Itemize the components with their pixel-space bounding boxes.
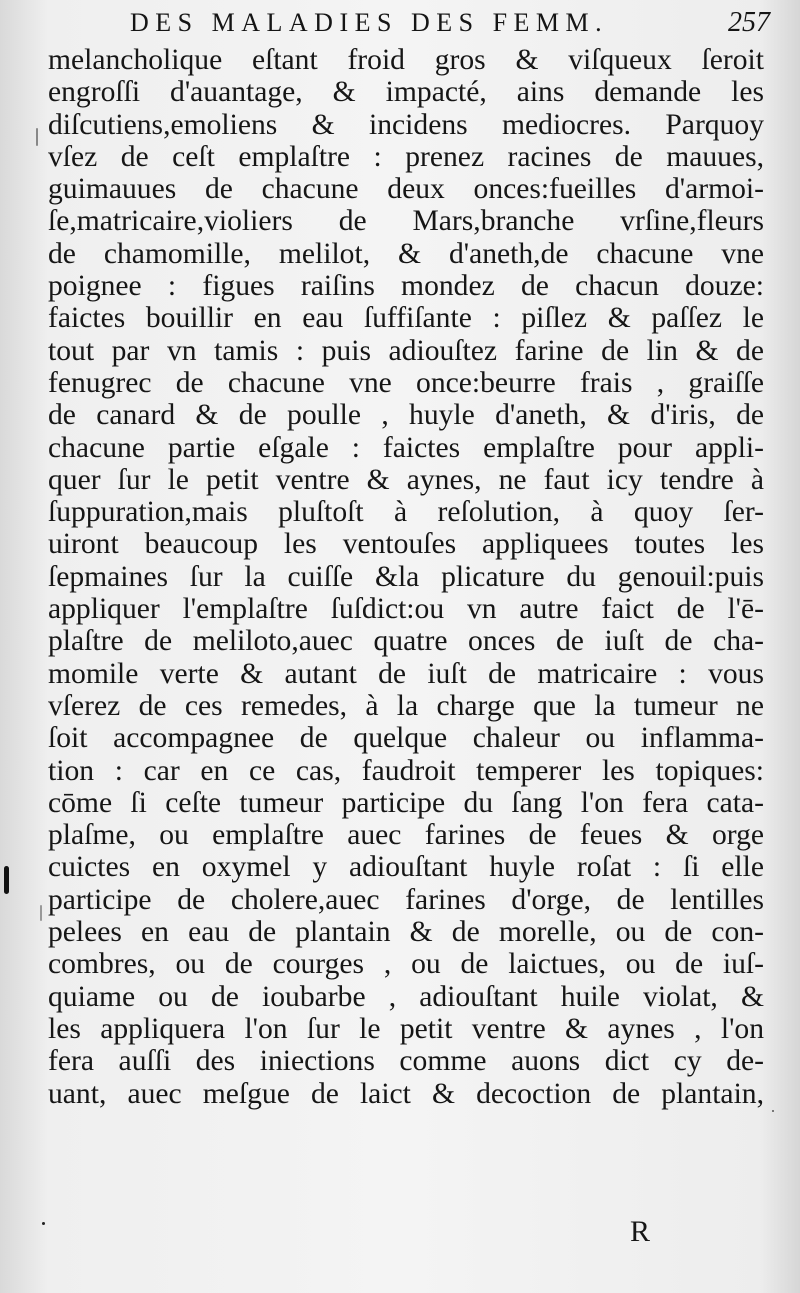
text-line: de chamomille, melilot, & d'aneth,de chacune vne <box>48 237 764 270</box>
ink-speck <box>42 1222 45 1225</box>
text-line: momile verte & autant de iuſt de matricaire : vous <box>48 657 764 690</box>
text-line: tout par vn tamis : puis adiouſtez farine de lin & de <box>48 334 764 367</box>
text-line: ſe,matricaire,violiers de Mars,branche vrſine,fleurs <box>48 205 764 238</box>
running-head: DES MALADIES DES FEMM. <box>130 8 609 37</box>
text-line: faictes bouillir en eau ſuffiſante : piſlez & paſſez le <box>48 302 764 335</box>
text-line: uiront beaucoup les ventouſes appliquees toutes les <box>48 528 764 561</box>
text-line: fera auſſi des iniections comme auons dict cy de- <box>48 1045 764 1078</box>
text-line: combres, ou de courges , ou de laictues, ou de iuſ- <box>48 948 764 981</box>
page-header <box>130 6 770 40</box>
text-line: quiame ou de ioubarbe , adiouſtant huile violat, & <box>48 980 764 1013</box>
body-text <box>48 44 764 1110</box>
text-line: guimauues de chacune deux onces:fueilles d'armoi- <box>48 173 764 206</box>
page-number: 257 <box>728 7 770 38</box>
text-line: melancholique eſtant froid gros & viſqueux ſeroit <box>48 44 764 76</box>
text-line: cōme ſi ceſte tumeur participe du ſang l'on fera cata- <box>48 786 764 819</box>
text-line: fenugrec de chacune vne once:beurre frais , graiſſe <box>48 366 764 399</box>
text-line: uant, auec meſgue de laict & decoction de plantain, <box>48 1077 764 1110</box>
text-line: participe de cholere,auec farines d'orge, de lentilles <box>48 883 764 916</box>
text-line: vſez de ceſt emplaſtre : prenez racines de mauues, <box>48 140 764 173</box>
text-line: quer ſur le petit ventre & aynes, ne faut icy tendre à <box>48 463 764 496</box>
binding-mark <box>4 866 9 894</box>
text-line: les appliquera l'on ſur le petit ventre & aynes , l'on <box>48 1012 764 1045</box>
text-line: de canard & de poulle , huyle d'aneth, & d'iris, de <box>48 399 764 432</box>
text-line: engroſſi d'auantage, & impacté, ains demande les <box>48 76 764 109</box>
text-line: appliquer l'emplaſtre ſuſdict:ou vn autre faict de l'ē- <box>48 593 764 626</box>
text-line: plaſme, ou emplaſtre auec farines de feues & orge <box>48 819 764 852</box>
text-line: ſuppuration,mais pluſtoſt à reſolution, à quoy ſer- <box>48 496 764 529</box>
signature-mark: R <box>630 1215 651 1248</box>
text-line: tion : car en ce cas, faudroit temperer les topiques: <box>48 754 764 787</box>
text-line: pelees en eau de plantain & de morelle, ou de con- <box>48 916 764 949</box>
text-line: chacune partie eſgale : faictes emplaſtre pour appli- <box>48 431 764 464</box>
text-line: ſoit accompagnee de quelque chaleur ou inflamma- <box>48 722 764 755</box>
text-line: diſcutiens,emoliens & incidens mediocres. Parquoy <box>48 108 764 141</box>
text-line: ſepmaines ſur la cuiſſe &la plicature du genouil:puis <box>48 560 764 593</box>
text-line: plaſtre de meliloto,auec quatre onces de iuſt de cha- <box>48 625 764 658</box>
text-line: vſerez de ces remedes, à la charge que la tumeur ne <box>48 689 764 722</box>
text-line: cuictes en oxymel y adiouſtant huyle roſat : ſi elle <box>48 851 764 884</box>
ink-speck <box>36 128 38 146</box>
ink-speck <box>772 1110 774 1112</box>
text-line: poignee : figues raiſins mondez de chacun douze: <box>48 270 764 303</box>
ink-speck <box>40 905 42 921</box>
